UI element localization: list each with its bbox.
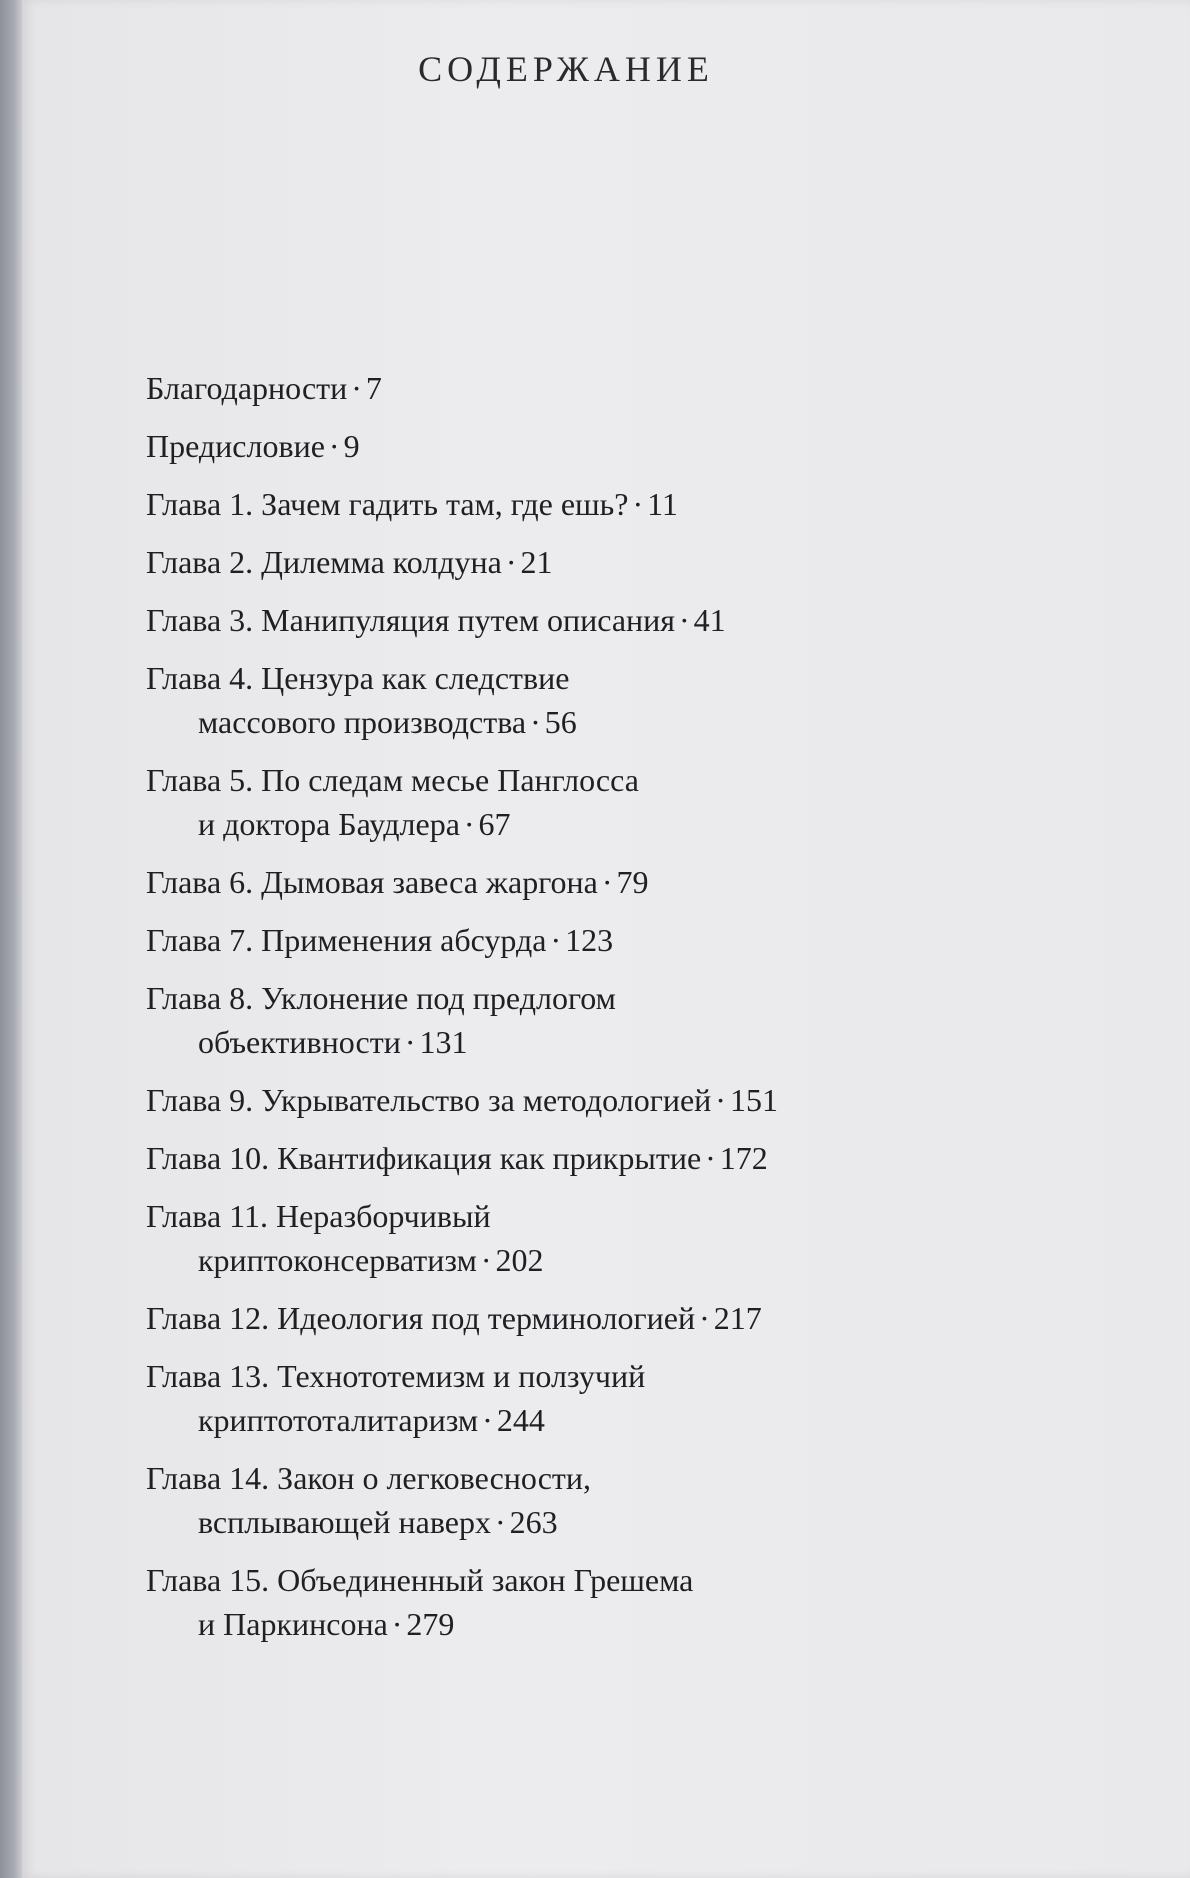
toc-page-number: 131 xyxy=(419,1024,468,1060)
toc-entry-title-cont: криптототалитаризм xyxy=(198,1402,479,1438)
page-title: СОДЕРЖАНИЕ xyxy=(418,49,714,89)
toc-page-number: 244 xyxy=(496,1402,545,1438)
toc-separator: · xyxy=(699,1300,710,1336)
toc-separator: · xyxy=(463,806,475,842)
toc-separator: · xyxy=(715,1082,726,1118)
toc-entry xyxy=(146,758,1046,846)
toc-page-number: 123 xyxy=(565,922,614,958)
toc-entry xyxy=(146,918,1046,962)
toc-page-number: 79 xyxy=(616,864,649,900)
toc-page-number: 217 xyxy=(713,1300,762,1336)
toc-entry xyxy=(146,1194,1046,1282)
toc-entry xyxy=(146,598,1046,642)
toc-page-number: 279 xyxy=(406,1606,455,1642)
toc-entry xyxy=(146,366,1046,410)
book-page xyxy=(22,0,1190,1878)
toc-separator: · xyxy=(550,922,562,958)
toc-page-number: 41 xyxy=(693,602,726,638)
toc-page-number: 67 xyxy=(478,806,511,842)
toc-entry xyxy=(146,1354,1046,1442)
toc-entry-continuation xyxy=(146,1020,1046,1064)
toc-separator: · xyxy=(480,1242,492,1278)
toc-page-number: 11 xyxy=(647,486,678,522)
toc-separator: · xyxy=(530,704,541,740)
toc-separator: · xyxy=(494,1504,506,1540)
toc-entry-title: Глава 5. По следам месье Панглосса xyxy=(146,762,639,798)
toc-entry-continuation xyxy=(146,1398,1046,1442)
toc-separator: · xyxy=(482,1402,493,1438)
toc-entry xyxy=(146,860,1046,904)
toc-entry-continuation xyxy=(146,802,1046,846)
toc-entry-title: Глава 2. Дилемма колдуна xyxy=(146,544,502,580)
toc-separator: · xyxy=(601,864,613,900)
toc-page-number: 172 xyxy=(719,1140,768,1176)
toc-entry xyxy=(146,656,1046,744)
toc-entry xyxy=(146,1296,1046,1340)
table-of-contents xyxy=(146,366,1046,1660)
toc-entry-title-cont: массового производства xyxy=(198,704,527,740)
toc-entry-title: Глава 9. Укрывательство за методологией xyxy=(146,1082,712,1118)
toc-page-number: 202 xyxy=(495,1242,544,1278)
toc-entry xyxy=(146,424,1046,468)
toc-entry xyxy=(146,1456,1046,1544)
toc-separator: · xyxy=(328,428,340,464)
toc-entry-continuation xyxy=(146,1238,1046,1282)
toc-entry-continuation xyxy=(146,1602,1046,1646)
toc-entry-title: Глава 6. Дымовая завеса жаргона xyxy=(146,864,598,900)
toc-entry-title-cont: криптоконсерватизм xyxy=(198,1242,477,1278)
toc-entry-title-cont: и Паркинсона xyxy=(198,1606,388,1642)
toc-entry-continuation xyxy=(146,1500,1046,1544)
toc-entry-title: Глава 3. Манипуляция путем описания xyxy=(146,602,676,638)
toc-separator: · xyxy=(351,370,362,406)
toc-entry-title: Глава 7. Применения абсурда xyxy=(146,922,547,958)
toc-entry xyxy=(146,540,1046,584)
toc-entry-title: Глава 10. Квантификация как прикрытие xyxy=(146,1140,702,1176)
toc-page-number: 151 xyxy=(729,1082,778,1118)
toc-entry-title: Глава 13. Технототемизм и ползучий xyxy=(146,1358,646,1394)
toc-entry-title-cont: и доктора Баудлера xyxy=(198,806,460,842)
toc-entry-title: Глава 8. Уклонение под предлогом xyxy=(146,980,616,1016)
toc-entry-title: Глава 14. Закон о легковесности, xyxy=(146,1460,592,1496)
toc-entry-title: Глава 11. Неразборчивый xyxy=(146,1198,491,1234)
toc-page-number: 9 xyxy=(343,428,360,464)
toc-separator: · xyxy=(632,486,644,522)
toc-entry-title: Благодарности xyxy=(146,370,348,406)
toc-separator: · xyxy=(705,1140,716,1176)
toc-entry xyxy=(146,1558,1046,1646)
toc-page-number: 7 xyxy=(365,370,382,406)
toc-page-number: 56 xyxy=(544,704,577,740)
toc-separator: · xyxy=(391,1606,403,1642)
toc-entry xyxy=(146,976,1046,1064)
toc-entry-title: Предисловие xyxy=(146,428,325,464)
toc-entry-title-cont: всплывающей наверх xyxy=(198,1504,491,1540)
toc-page-number: 263 xyxy=(509,1504,558,1540)
toc-entry xyxy=(146,1136,1046,1180)
toc-entry-title: Глава 4. Цензура как следствие xyxy=(146,660,570,696)
toc-entry-continuation xyxy=(146,700,1046,744)
toc-separator: · xyxy=(679,602,690,638)
toc-entry-title-cont: объективности xyxy=(198,1024,401,1060)
toc-separator: · xyxy=(505,544,517,580)
toc-entry xyxy=(146,1078,1046,1122)
toc-entry xyxy=(146,482,1046,526)
toc-entry-title: Глава 12. Идеология под терминологией xyxy=(146,1300,696,1336)
toc-entry-title: Глава 15. Объединенный закон Грешема xyxy=(146,1562,694,1598)
toc-separator: · xyxy=(404,1024,416,1060)
toc-entry-title: Глава 1. Зачем гадить там, где ешь? xyxy=(146,486,629,522)
toc-page-number: 21 xyxy=(520,544,553,580)
book-spine-shadow xyxy=(0,0,22,1878)
